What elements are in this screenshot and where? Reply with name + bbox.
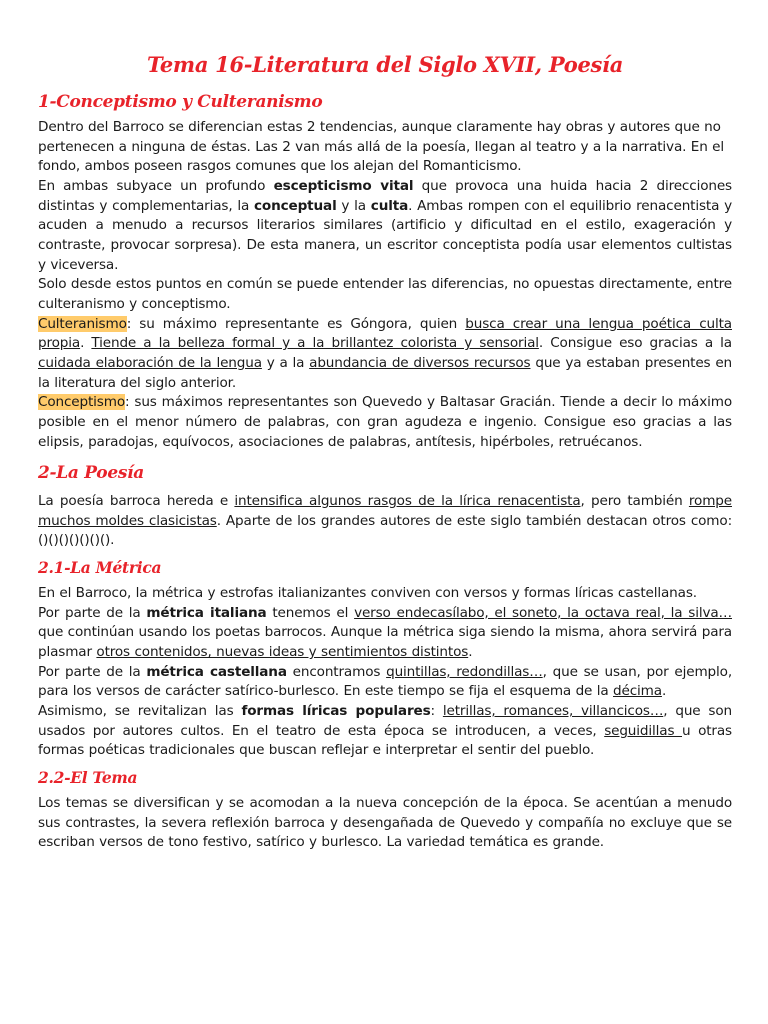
paragraph: En el Barroco, la métrica y estrofas italianizantes conviven con versos y formas líricas castellanas. (38, 585, 697, 602)
paragraph: Dentro del Barroco se diferencian estas 2 tendencias, aunque claramente hay obras y autores que no pertenecen a ninguna de éstas. Las 2 van más allá de la poesía, llegan al teatro y a la narrativa. En el fondo, ambos poseen rasgos comunes que los alejan del Romanticismo. (38, 119, 724, 175)
paragraph: La poesía barroca hereda e intensifica algunos rasgos de la lírica renacentista, pero también rompe muchos moldes clasicistas. Aparte de los grandes autores de este siglo también destacan otros como: ()()()()()()(). (38, 493, 732, 549)
paragraph: Conceptismo: sus máximos representantes son Quevedo y Baltasar Gracián. Tiende a decir lo máximo posible en el menor número de palabras, con gran agudeza e ingenio. Consigue eso gracias a las elipsis, paradojas, equívocos, asociaciones de palabras, antítesis, hipérboles, retruécanos. (38, 394, 732, 450)
paragraph: Por parte de la métrica italiana tenemos el verso endecasílabo, el soneto, la octava real, la silva… que continúan usando los poetas barrocos. Aunque la métrica siga siendo la misma, ahora servirá para plasmar otros contenidos, nuevas ideas y sentimientos distintos. (38, 604, 732, 661)
highlighted-term: Culteranismo (38, 315, 127, 332)
heading-el-tema: 2.2-El Tema (38, 768, 138, 788)
heading-conceptismo-culteranismo: 1-Conceptismo y Culteranismo (38, 92, 323, 112)
paragraph: Asimismo, se revitalizan las formas líricas populares: letrillas, romances, villancicos…, que son usados por autores cultos. En el teatro de esta época se introducen, a veces, seguidillas u otras formas poéticas tradicionales que buscan reflejar e interpretar el sentir del pueblo. (38, 703, 732, 759)
heading-la-metrica: 2.1-La Métrica (38, 558, 162, 578)
paragraph: Los temas se diversifican y se acomodan a la nueva concepción de la época. Se acentúan a menudo sus contrastes, la severa reflexión barroca y desengañada de Quevedo y compañía no excluye que se escriban versos de tono festivo, satírico y burlesco. La variedad temática es grande. (38, 795, 732, 851)
paragraph: Culteranismo: su máximo representante es Góngora, quien busca crear una lengua poética culta propia. Tiende a la belleza formal y a la brillantez colorista y sensorial. Consigue eso gracias a la cuidada elaboración de la lengua y a la abundancia de diversos recursos que ya estaban presentes en la literatura del siglo anterior. (38, 315, 733, 391)
paragraph: Por parte de la métrica castellana encontramos quintillas, redondillas…, que se usan, por ejemplo, para los versos de carácter satírico-burlesco. En este tiempo se fija el esquema de la décima. (38, 663, 732, 700)
highlighted-term: Conceptismo (38, 394, 125, 411)
section-1-body (38, 118, 732, 452)
paragraph: En ambas subyace un profundo escepticismo vital que provoca una huida hacia 2 direcciones distintas y complementarias, la conceptual y la culta. Ambas rompen con el equilibrio renacentista y acuden a menudo a recursos literarios similares (artificio y dificultad en el estilo, exageración y contraste, provocar sorpresa). De esta manera, un escritor conceptista podía usar elementos cultistas y viceversa. (38, 177, 732, 273)
heading-la-poesia: 2-La Poesía (38, 463, 144, 484)
document-title: Tema 16-Literatura del Siglo XVII, Poesía (146, 52, 624, 77)
section-2-1-body (38, 584, 732, 761)
paragraph: Solo desde estos puntos en común se puede entender las diferencias, no opuestas directamente, entre culteranismo y conceptismo. (38, 276, 732, 312)
section-2-body (38, 492, 732, 551)
section-2-2-body (38, 794, 732, 853)
